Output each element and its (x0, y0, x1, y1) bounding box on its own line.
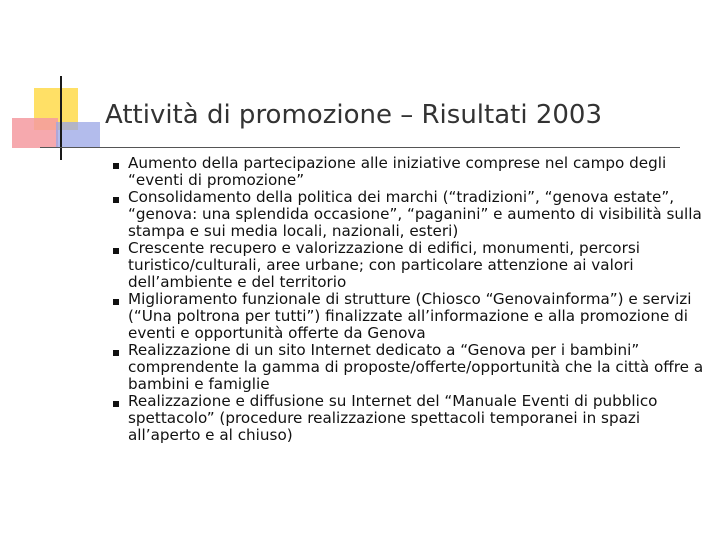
square-bullet-icon (113, 401, 119, 407)
list-item (113, 189, 705, 240)
list-item (113, 240, 705, 291)
list-item-text: Miglioramento funzionale di strutture (Chiosco “Genovainforma”) e servizi (“Una poltrona per tutti”) finalizzate all’informazione e alla promozione di eventi e opportunità offerte da Genova (128, 290, 692, 342)
list-item-text: Consolidamento della politica dei marchi (“tradizioni”, “genova estate”, “genova: una splendida occasione”, “paganini” e aumento di visibilità sulla stampa e sui media locali, nazionali, esteri) (128, 188, 702, 240)
list-item (113, 291, 705, 342)
list-item-text: Realizzazione di un sito Internet dedicato a “Genova per i bambini” comprendente la gamma di proposte/offerte/opportunità che la città offre a bambini e famiglie (128, 341, 704, 393)
list-item (113, 393, 705, 444)
title-underline (40, 147, 680, 148)
square-bullet-icon (113, 248, 119, 254)
list-item (113, 342, 705, 393)
list-item-text: Realizzazione e diffusione su Internet del “Manuale Eventi di pubblico spettacolo” (procedure realizzazione spettacoli temporanei in spazi all’aperto e al chiuso) (128, 392, 658, 444)
decorative-blue-square (56, 122, 100, 148)
list-item-text: Aumento della partecipazione alle iniziative comprese nel campo degli “eventi di promozione” (128, 154, 667, 189)
square-bullet-icon (113, 163, 119, 169)
square-bullet-icon (113, 197, 119, 203)
bullet-list (113, 155, 705, 444)
list-item (113, 155, 705, 189)
square-bullet-icon (113, 350, 119, 356)
decorative-pink-square (12, 118, 58, 148)
list-item-text: Crescente recupero e valorizzazione di edifici, monumenti, percorsi turistico/culturali, aree urbane; con particolare attenzione ai valori dell’ambiente e del territorio (128, 239, 640, 291)
square-bullet-icon (113, 299, 119, 305)
slide-title: Attività di promozione – Risultati 2003 (105, 100, 602, 130)
